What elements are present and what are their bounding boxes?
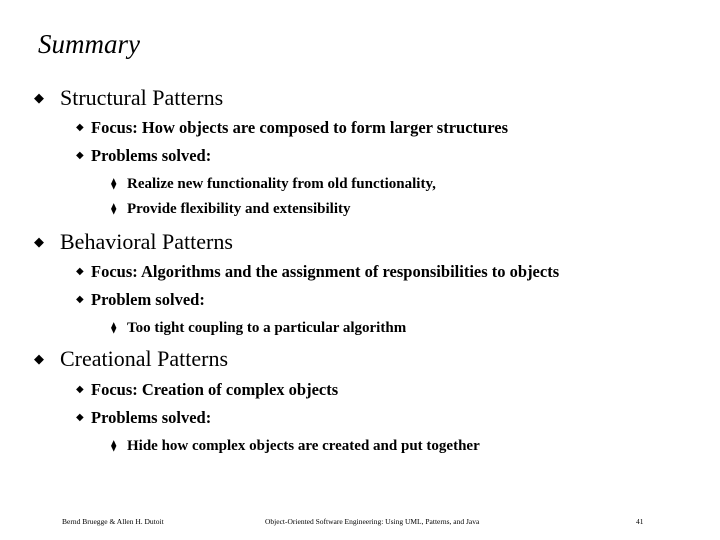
footer-book-title: Object-Oriented Software Engineering: Using UML, Patterns, and Java bbox=[265, 517, 480, 526]
section-heading-behavioral: Behavioral Patterns bbox=[60, 229, 233, 254]
bullet-focus-behavioral: Focus: Algorithms and the assignment of responsibilities to objects bbox=[91, 262, 560, 281]
slide-title: Summary bbox=[38, 29, 140, 59]
subbullet-creational-1: Hide how complex objects are created and put together bbox=[127, 438, 480, 454]
footer-page-number: 41 bbox=[636, 517, 644, 526]
diamond-bullet-icon: ◆ bbox=[76, 122, 84, 133]
diamond-bullet-icon: ⧫ bbox=[111, 178, 117, 190]
section-heading-creational: Creational Patterns bbox=[60, 346, 229, 371]
footer-authors: Bernd Bruegge & Allen H. Dutoit bbox=[62, 517, 164, 526]
subbullet-behavioral-1: Too tight coupling to a particular algorithm bbox=[127, 320, 407, 336]
bullet-problems-structural: Problems solved: bbox=[91, 146, 212, 165]
diamond-bullet-icon: ◆ bbox=[76, 150, 84, 161]
diamond-bullet-icon: ◆ bbox=[34, 351, 44, 366]
diamond-bullet-icon: ◆ bbox=[34, 234, 44, 249]
diamond-bullet-icon: ◆ bbox=[34, 90, 44, 105]
diamond-bullet-icon: ◆ bbox=[76, 384, 84, 395]
diamond-bullet-icon: ◆ bbox=[76, 412, 84, 423]
diamond-bullet-icon: ⧫ bbox=[111, 440, 117, 452]
subbullet-structural-2: Provide flexibility and extensibility bbox=[127, 201, 351, 217]
diamond-bullet-icon: ⧫ bbox=[111, 322, 117, 334]
diamond-bullet-icon: ◆ bbox=[76, 294, 84, 305]
diamond-bullet-icon: ◆ bbox=[76, 266, 84, 277]
diamond-bullet-icon: ⧫ bbox=[111, 203, 117, 215]
subbullet-structural-1: Realize new functionality from old functionality, bbox=[127, 176, 436, 192]
bullet-problems-creational: Problems solved: bbox=[91, 408, 212, 427]
bullet-focus-structural: Focus: How objects are composed to form larger structures bbox=[91, 118, 508, 137]
section-heading-structural: Structural Patterns bbox=[60, 85, 224, 110]
bullet-problem-behavioral: Problem solved: bbox=[91, 290, 205, 309]
bullet-focus-creational: Focus: Creation of complex objects bbox=[91, 380, 339, 399]
